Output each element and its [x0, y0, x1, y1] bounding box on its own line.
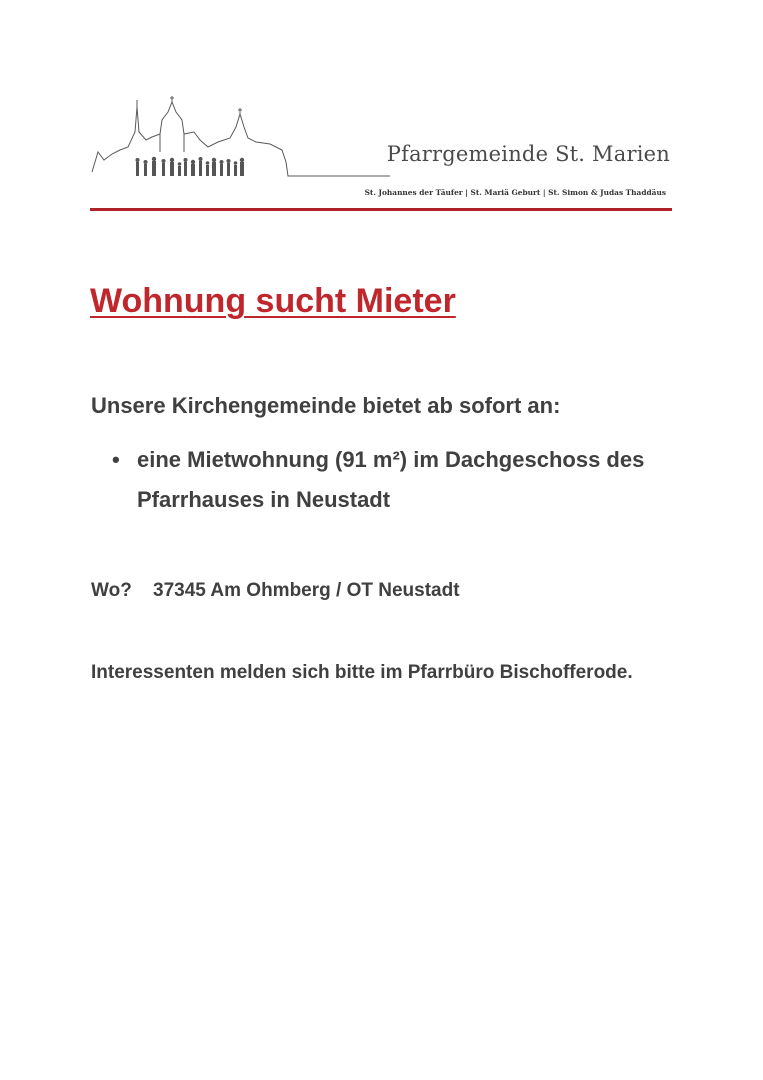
location-value: 37345 Am Ohmberg / OT Neustadt: [153, 580, 460, 601]
location-line: [91, 580, 460, 602]
offer-list: [112, 440, 677, 520]
churches-subline: St. Johannes der Täufer | St. Mariä Geburt | St. Simon & Judas Thaddäus: [364, 188, 666, 197]
intro-text: Unsere Kirchengemeinde bietet ab sofort an:: [91, 393, 561, 418]
contact-note: Interessenten melden sich bitte im Pfarrbüro Bischofferode.: [91, 662, 633, 683]
page-title: Wohnung sucht Mieter: [90, 282, 456, 320]
church-skyline-logo: [90, 92, 390, 192]
header-divider: [90, 208, 672, 211]
offer-text: eine Mietwohnung (91 m²) im Dachgeschoss des Pfarrhauses in Neustadt: [137, 447, 645, 512]
parish-name: Pfarrgemeinde St. Marien: [386, 142, 670, 166]
location-label: Wo?: [91, 580, 132, 601]
bullet-icon: •: [112, 447, 120, 472]
list-item: [112, 440, 677, 520]
letterhead: [90, 92, 672, 214]
